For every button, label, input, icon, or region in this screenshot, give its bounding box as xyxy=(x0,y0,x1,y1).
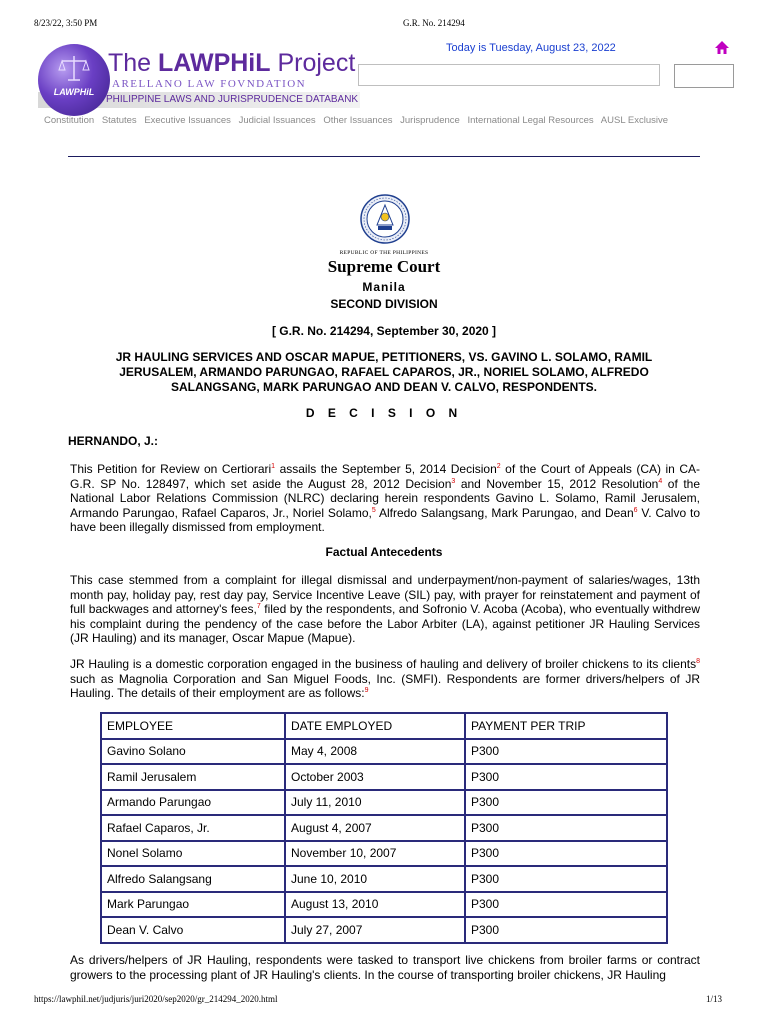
table-header-row xyxy=(101,713,667,739)
table-cell: P300 xyxy=(465,739,667,765)
print-date: 8/23/22, 3:50 PM xyxy=(34,18,98,28)
table-cell: Rafael Caparos, Jr. xyxy=(101,815,285,841)
text: filed by the respondents, and Sofronio V. Acoba (Acoba), who eventually withdrew his complaint during the pendency of the case before the Labor Arbiter (LA), against petitioner JR Hauling Services (JR Hauling) and its manager, Oscar Mapue (Mapue). xyxy=(70,602,700,645)
text: Alfredo Salangsang, Mark Parungao, and Dean xyxy=(375,505,634,520)
table-cell: P300 xyxy=(465,764,667,790)
print-page-number: 1/13 xyxy=(706,994,723,1004)
footnote-link[interactable]: 3 xyxy=(451,477,456,485)
ponente: HERNANDO, J.: xyxy=(68,434,159,448)
table-cell: Armando Parungao xyxy=(101,790,285,816)
footnote-link[interactable]: 7 xyxy=(256,603,261,610)
site-title-suffix: Project xyxy=(270,49,356,77)
employment-table xyxy=(100,712,668,944)
table-cell: May 4, 2008 xyxy=(285,739,465,765)
column-header: EMPLOYEE xyxy=(101,713,285,739)
table-cell: August 4, 2007 xyxy=(285,815,465,841)
site-title-prefix: The xyxy=(108,49,159,77)
paragraph-4: As drivers/helpers of JR Hauling, respondents were tasked to transport live chickens from broiler farms or contract growers to the processing plant of JR Hauling's clients. In the course of transporting broiler chickens, JR Hauling xyxy=(70,953,700,982)
home-icon[interactable] xyxy=(714,40,730,56)
table-cell: P300 xyxy=(465,815,667,841)
text: This case stemmed from a complaint for illegal dismissal and underpayment/non-payment of salaries/wages, 13th month pay, holiday pay, rest day pay, Service Incentive Leave (SIL) pay, with prayer for reinstatement and payment of full backwages and attorney's fees, xyxy=(70,573,700,616)
table-cell: Mark Parungao xyxy=(101,892,285,918)
nav-item-ausl-exclusive[interactable]: AUSL Exclusive xyxy=(600,115,669,126)
text: V. Calvo to have been illegally dismissed from employment. xyxy=(70,505,700,534)
text: assails the September 5, 2014 Decision xyxy=(275,462,497,476)
decision-heading: D E C I S I O N xyxy=(305,406,463,420)
nav-item-constitution[interactable]: Constitution xyxy=(44,115,95,126)
print-title: G.R. No. 214294 xyxy=(403,18,465,28)
nav-item-other-issuances[interactable]: Other Issuances xyxy=(323,115,393,126)
column-header: PAYMENT PER TRIP xyxy=(465,713,667,739)
table-row xyxy=(101,917,667,943)
footnote-link[interactable]: 2 xyxy=(496,463,501,470)
table-cell: P300 xyxy=(465,892,667,918)
table-cell: Alfredo Salangsang xyxy=(101,866,285,892)
header-divider xyxy=(68,156,700,157)
table-cell: P300 xyxy=(465,790,667,816)
search-input[interactable] xyxy=(358,64,660,86)
court-name: Supreme Court xyxy=(327,257,441,276)
case-parties: JR HAULING SERVICES AND OSCAR MAPUE, PETITIONERS, VS. GAVINO L. SOLAMO, RAMIL JERUSALEM, ARMANDO PARUNGAO, RAFAEL CAPAROS, JR., NORIEL SOLAMO, ALFREDO SALANGSANG, MARK PARUNGAO AND DEAN V. CALVO, RESPONDENTS. xyxy=(115,350,653,394)
footnote-link[interactable]: 6 xyxy=(633,506,638,514)
footnote-link[interactable]: 5 xyxy=(371,506,376,514)
table-row xyxy=(101,790,667,816)
today-date: Today is Tuesday, August 23, 2022 xyxy=(446,42,616,54)
table-cell: June 10, 2010 xyxy=(285,866,465,892)
nav-item-statutes[interactable]: Statutes xyxy=(101,115,137,126)
table-cell: Gavino Solano xyxy=(101,739,285,765)
nav-item-jurisprudence[interactable]: Jurisprudence xyxy=(400,115,460,126)
paragraph-2 xyxy=(70,573,700,646)
footnote-link[interactable]: 1 xyxy=(271,463,276,470)
table-cell: Nonel Solamo xyxy=(101,841,285,867)
column-header: DATE EMPLOYED xyxy=(285,713,465,739)
table-cell: Ramil Jerusalem xyxy=(101,764,285,790)
text: of the National Labor Relations Commission (NLRC) declaring herein respondents Gavino L. Solamo, Ramil Jerusalem, Armando Parungao, Rafael Caparos, Jr., Noriel Solamo, xyxy=(70,476,700,520)
text: JR Hauling is a domestic corporation engaged in the business of hauling and delivery of broiler chickens to its clients xyxy=(70,657,697,671)
scales-of-justice-icon xyxy=(58,54,90,84)
court-city: Manila xyxy=(362,280,406,294)
foundation-name: ARELLANO LAW FOVNDATION xyxy=(112,78,307,90)
table-row xyxy=(101,841,667,867)
main-nav xyxy=(44,115,673,126)
nav-item-judicial-issuances[interactable]: Judicial Issuances xyxy=(238,115,316,126)
table-cell: Dean V. Calvo xyxy=(101,917,285,943)
text: and November 15, 2012 Resolution xyxy=(455,476,659,491)
footnote-link[interactable]: 8 xyxy=(696,658,700,665)
table-row xyxy=(101,739,667,765)
text: of the Court of Appeals (CA) in CA-G.R. SP No. 128497, which set aside the August 28, 2012 Decision xyxy=(70,462,700,491)
table-cell: P300 xyxy=(465,841,667,867)
logo-emblem-label: LAWPHiL xyxy=(53,87,95,97)
search-button[interactable] xyxy=(674,64,734,88)
site-title xyxy=(108,49,355,78)
table-cell: August 13, 2010 xyxy=(285,892,465,918)
table-row xyxy=(101,815,667,841)
footnote-link[interactable]: 4 xyxy=(658,477,663,485)
republic-label: REPUBLIC OF THE PHILIPPINES xyxy=(339,250,429,256)
site-logo[interactable] xyxy=(38,44,358,114)
table-row xyxy=(101,892,667,918)
table-cell: October 2003 xyxy=(285,764,465,790)
table-row xyxy=(101,866,667,892)
print-url: https://lawphil.net/judjuris/juri2020/sep2020/gr_214294_2020.html xyxy=(34,994,278,1004)
site-title-brand: LAWPHiL xyxy=(158,49,271,77)
text: This Petition for Review on Certiorari xyxy=(70,462,272,476)
table-cell: July 11, 2010 xyxy=(285,790,465,816)
table-cell: July 27, 2007 xyxy=(285,917,465,943)
paragraph-3 xyxy=(70,657,700,701)
text: such as Magnolia Corporation and San Miguel Foods, Inc. (SMFI). Respondents are former drivers/helpers of JR Hauling. The details of their employment are as follows: xyxy=(70,671,700,700)
table-cell: November 10, 2007 xyxy=(285,841,465,867)
case-number: [ G.R. No. 214294, September 30, 2020 ] xyxy=(271,324,497,338)
court-division: SECOND DIVISION xyxy=(330,297,438,311)
supreme-court-seal-icon xyxy=(360,194,410,244)
nav-item-international-legal-resources[interactable]: International Legal Resources xyxy=(467,115,594,126)
subheading-factual-antecedents: Factual Antecedents xyxy=(325,545,443,559)
paragraph-1 xyxy=(70,462,700,535)
table-cell: P300 xyxy=(465,917,667,943)
table-row xyxy=(101,764,667,790)
databank-banner-text: PHILIPPINE LAWS AND JURISPRUDENCE DATABANK xyxy=(106,94,359,105)
footnote-link[interactable]: 9 xyxy=(364,687,369,694)
nav-item-executive-issuances[interactable]: Executive Issuances xyxy=(144,115,231,126)
table-cell: P300 xyxy=(465,866,667,892)
